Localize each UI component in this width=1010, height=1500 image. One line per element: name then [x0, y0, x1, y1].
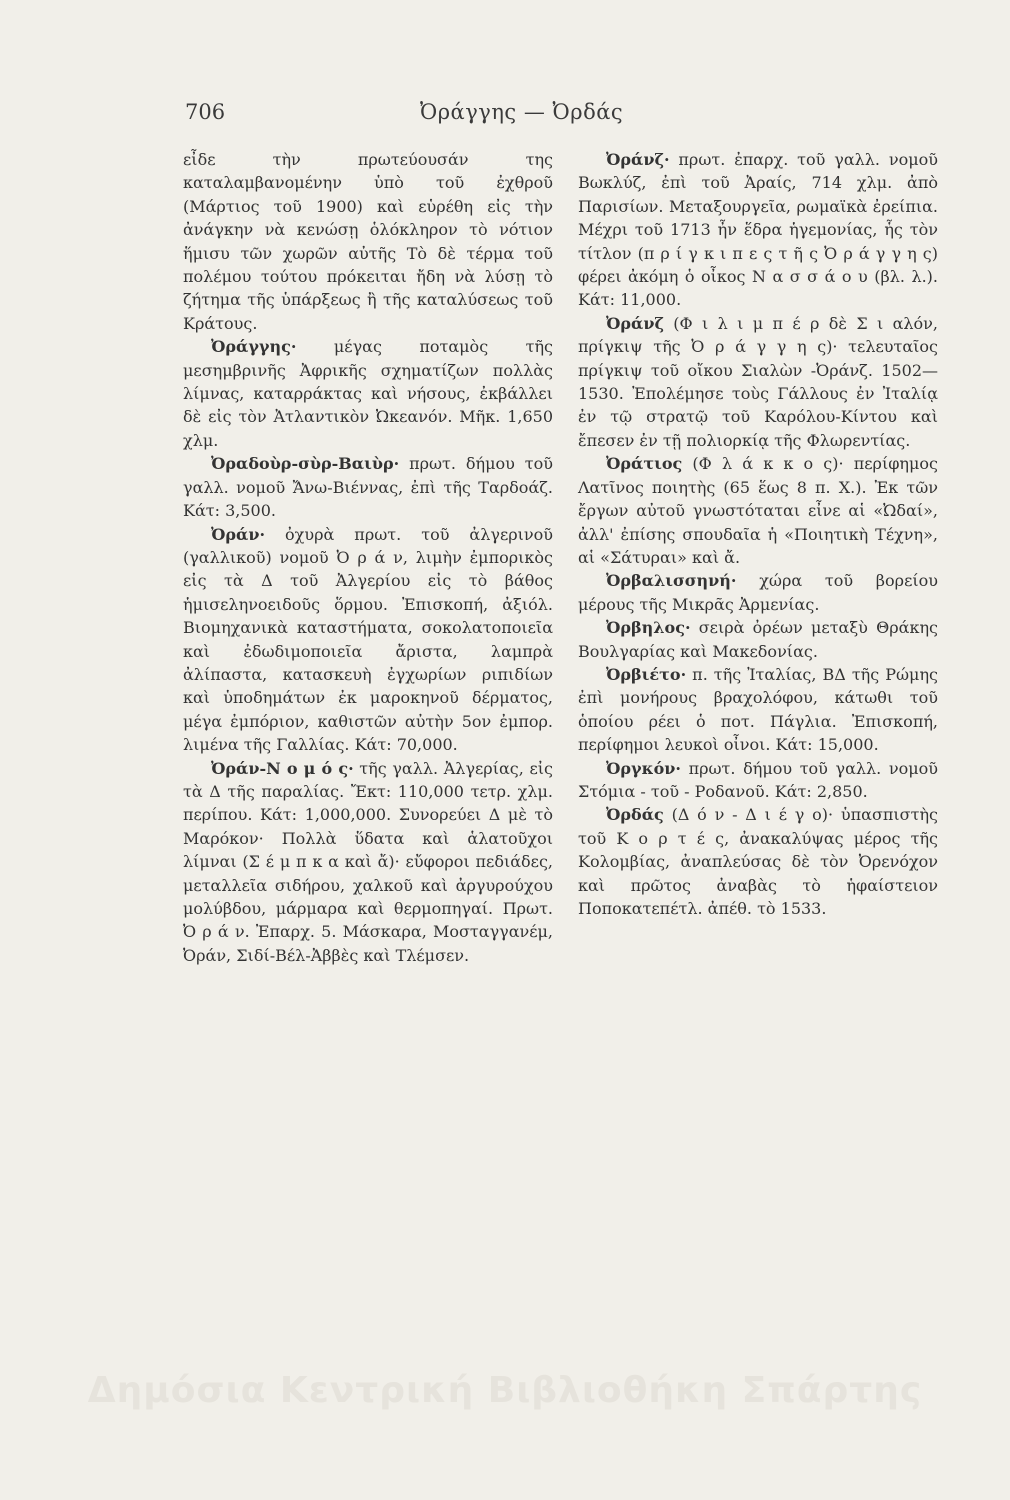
library-watermark: Δημόσια Κεντρική Βιβλιοθήκη Σπάρτης — [87, 1370, 923, 1411]
dictionary-entry: Ὀρβηλος· σειρὰ ὀρέων μεταξὺ Θράκης Βουλγαρίας καὶ Μακεδονίας. — [578, 618, 938, 661]
dictionary-entry: Ὀργκόν· πρωτ. δήμου τοῦ γαλλ. νομοῦ Στόμια - τοῦ - Ροδανοῦ. Κάτ: 2,850. — [578, 758, 938, 801]
page-number: 706 — [185, 100, 226, 124]
page-header — [185, 100, 825, 130]
entry-headword: Ὀράγγης· — [211, 337, 297, 357]
entry-headword: Ὀργκόν· — [606, 758, 681, 778]
entry-headword: Ὀρδάς — [606, 805, 664, 825]
dictionary-entry: Ὀρβαλισσηνή· χώρα τοῦ βορείου μέρους τῆς Μικρᾶς Ἀρμενίας. — [578, 571, 938, 614]
dictionary-entry: Ὀράτιος (Φ λ ά κ κ ο ς)· περίφημος Λατῖνος ποιητὴς (65 ἕως 8 π. Χ.). Ἐκ τῶν ἔργων αὐτοῦ γνωστόταται εἶνε αἱ «Ὠδαί», ἀλλ' ἐπίσης σπουδαῖα ἡ «Ποιητικὴ Τέχνη», αἱ «Σάτυραι» καὶ ἄ. — [578, 454, 938, 567]
dictionary-entry: Ὀράνζ (Φ ι λ ι μ π έ ρ δὲ Σ ι αλόν, πρίγκιψ τῆς Ὀ ρ ά γ γ η ς)· τελευταῖος πρίγκιψ τοῦ οἴκου Σιαλὼν -Ὀράνζ. 1502—1530. Ἐπολέμησε τοὺς Γάλλους ἐν Ἰταλίᾳ ἐν τῷ στρατῷ τοῦ Καρόλου-Κίντου καὶ ἔπεσεν ἐν τῇ πολιορκίᾳ τῆς Φλωρεντίας. — [578, 313, 938, 450]
dictionary-entry: Ὀράν· ὀχυρὰ πρωτ. τοῦ ἀλγερινοῦ (γαλλικοῦ) νομοῦ Ὀ ρ ά ν, λιμὴν ἐμπορικὸς εἰς τὰ Δ τοῦ Ἀλγερίου εἰς τὸ βάθος ἡμισεληνοειδοῦς ὅρμου. Ἐπισκοπή, ἀξιόλ. Βιομηχανικὰ καταστήματα, σοκολατοποιεῖα καὶ ἐδωδιμοποιεῖα ἄριστα, λαμπρὰ ἀλίπαστα, κατασκευὴ ἐγχωρίων ριπιδίων καὶ ὑποδημάτων ἐκ μαροκηνοῦ δέρματος, μέγα ἐμπόριον, καθιστῶν αὐτὴν 5ον ἐμπορ. λιμένα τῆς Γαλλίας. Κάτ: 70,000. — [183, 524, 553, 755]
dictionary-entry: εἶδε τὴν πρωτεύουσάν της καταλαμβανομένην ὑπὸ τοῦ ἐχθροῦ (Μάρτιος τοῦ 1900) καὶ εὑρέθη εἰς τὴν ἀνάγκην νὰ κενώσῃ ὁλόκληρον τὸ νότιον ἥμισυ τῶν χωρῶν αὐτῆς Τὸ δὲ τέρμα τοῦ πολέμου τούτου πρόκειται ἤδη νὰ λύσῃ τὸ ζήτημα τῆς ὑπάρξεως ἢ τῆς καταλύσεως τοῦ Κράτους. — [183, 150, 553, 333]
running-title: Ὀράγγης — Ὀρδάς — [420, 100, 624, 124]
entry-headword: Ὀραδοὺρ-σὺρ-Βαιὺρ· — [211, 454, 400, 474]
entry-headword: Ὀράνζ· — [606, 150, 670, 169]
dictionary-entry: Ὀράγγης· μέγας ποταμὸς τῆς μεσημβρινῆς Ἀφρικῆς σχηματίζων πολλὰς λίμνας, καταρράκτας καὶ νήσους, ἐκβάλλει δὲ εἰς τὸν Ἀτλαντικὸν Ὠκεανόν. Μῆκ. 1,650 χλμ. — [183, 337, 553, 450]
entry-headword: Ὀράτιος — [606, 454, 683, 474]
right-column — [578, 148, 938, 920]
left-column — [183, 148, 553, 967]
dictionary-entry: Ὀραδοὺρ-σὺρ-Βαιὺρ· πρωτ. δήμου τοῦ γαλλ. νομοῦ Ἄνω-Βιέννας, ἐπὶ τῆς Ταρδοάζ. Κάτ: 3,500. — [183, 454, 553, 521]
entry-headword: Ὀρβαλισσηνή· — [606, 571, 737, 591]
dictionary-entry: Ὀρβιέτο· π. τῆς Ἰταλίας, ΒΔ τῆς Ρώμης ἐπὶ μονήρους βραχολόφου, κάτωθι τοῦ ὁποίου ρέει ὁ ποτ. Πάγλια. Ἐπισκοπή, περίφημοι λευκοὶ οἶνοι. Κάτ: 15,000. — [578, 664, 938, 755]
entry-headword: Ὀράν· — [211, 524, 266, 544]
entry-headword: Ὀρβηλος· — [606, 618, 691, 638]
dictionary-entry: Ὀράν-Ν ο μ ό ς· τῆς γαλλ. Ἀλγερίας, εἰς τὰ Δ τῆς παραλίας. Ἔκτ: 110,000 τετρ. χλμ. περίπου. Κάτ: 1,000,000. Συνορεύει Δ μὲ τὸ Μαρόκον· Πολλὰ ὕδατα καὶ ἁλατοῦχοι λίμναι (Σ έ μ π κ α καὶ ἄ)· εὔφοροι πεδιάδες, μεταλλεῖα σιδήρου, χαλκοῦ καὶ ἀργυρούχου μολύβδου, μάρμαρα καὶ θερμοπηγαί. Πρωτ. Ὀ ρ ά ν. Ἐπαρχ. 5. Μάσκαρα, Μοσταγγανέμ, Ὀράν, Σιδί-Βέλ-Ἀββὲς καὶ Τλέμσεν. — [183, 758, 554, 965]
entry-headword: Ὀράνζ — [606, 313, 664, 333]
dictionary-entry: Ὀρδάς (Δ ό ν - Δ ι έ γ ο)· ὑπασπιστὴς τοῦ Κ ο ρ τ έ ς, ἀνακαλύψας μέρος τῆς Κολομβίας, ἀναπλεύσας δὲ τὸν Ὀρενόχον καὶ πρῶτος ἀναβὰς τὸ ἡφαίστειον Ποποκατεπέτλ. ἀπέθ. τὸ 1533. — [578, 805, 938, 918]
dictionary-entry: Ὀράνζ· πρωτ. ἐπαρχ. τοῦ γαλλ. νομοῦ Βωκλύζ, ἐπὶ τοῦ Ἀραίς, 714 χλμ. ἀπὸ Παρισίων. Μεταξουργεῖα, ρωμαϊκὰ ἐρείπια. Μέχρι τοῦ 1713 ἦν ἕδρα ἡγεμονίας, ἧς τὸν τίτλον (π ρ ί γ κ ι π ε ς τ ῆ ς Ὀ ρ ά γ γ η ς) φέρει ἀκόμη ὁ οἶκος Ν α σ σ ά ο υ (βλ. λ.). Κάτ: 11,000. — [578, 150, 938, 310]
entry-headword: Ὀρβιέτο· — [606, 664, 687, 684]
entry-headword: Ὀράν-Ν ο μ ό ς· — [211, 758, 354, 778]
